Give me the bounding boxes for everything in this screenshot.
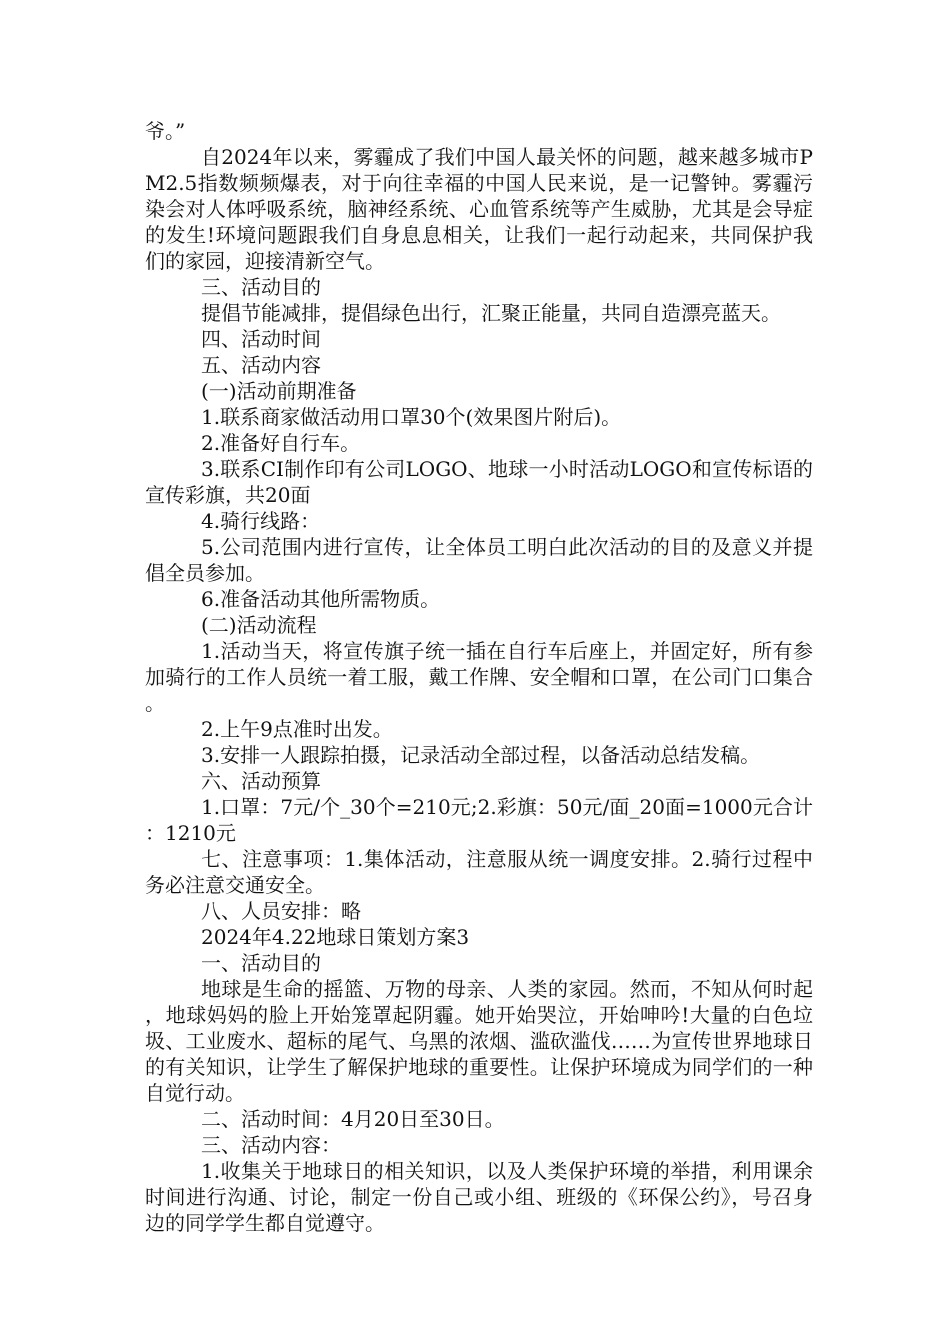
- list-item: 3.安排一人跟踪拍摄，记录活动全部过程，以备活动总结发稿。: [201, 743, 761, 767]
- paragraph-budget: 1.口罩：7元/个_30个=210元;2.彩旗：50元/面_20面=1000元合计：1210元: [145, 795, 813, 845]
- list-item: 1.联系商家做活动用口罩30个(效果图片附后)。: [201, 405, 622, 429]
- paragraph-activity-purpose: 提倡节能减排，提倡绿色出行，汇聚正能量，共同自造漂亮蓝天。: [201, 301, 781, 325]
- heading-activity-time: 四、活动时间: [201, 327, 321, 351]
- heading-budget: 六、活动预算: [201, 769, 321, 793]
- heading-activity-content: 五、活动内容: [201, 353, 321, 377]
- list-item: 5.公司范围内进行宣传，让全体员工明白此次活动的目的及意义并提倡全员参加。: [145, 535, 813, 585]
- list-item: 1.活动当天，将宣传旗子统一插在自行车后座上，并固定好，所有参加骑行的工作人员统一着工服，戴工作牌、安全帽和口罩，在公司门口集合。: [145, 639, 813, 715]
- list-item: 6.准备活动其他所需物质。: [201, 587, 441, 611]
- heading-activity-purpose-2: 一、活动目的: [201, 951, 321, 975]
- list-item: 2.准备好自行车。: [201, 431, 361, 455]
- paragraph-earth-intro: 地球是生命的摇篮、万物的母亲、人类的家园。然而，不知从何时起，地球妈妈的脸上开始笼罩起阴霾。她开始哭泣，开始呻吟!大量的白色垃圾、工业废水、超标的尾气、乌黑的浓烟、滥砍滥伐……为宣传世界地球日的有关知识，让学生了解保护地球的重要性。让保护环境成为同学们的一种自觉行动。: [145, 977, 813, 1105]
- list-item: 1.收集关于地球日的相关知识，以及人类保护环境的举措，利用课余时间进行沟通、讨论，制定一份自己或小组、班级的《环保公约》，号召身边的同学学生都自觉遵守。: [145, 1159, 813, 1235]
- section-title-plan-3: 2024年4.22地球日策划方案3: [201, 925, 470, 949]
- heading-activity-content-2: 三、活动内容：: [201, 1133, 341, 1157]
- paragraph-staffing: 八、人员安排：略: [201, 899, 361, 923]
- subheading-process: (二)活动流程: [201, 613, 317, 637]
- paragraph-continuation: 爷。”: [145, 119, 186, 143]
- heading-activity-time-2: 二、活动时间：4月20日至30日。: [201, 1107, 505, 1131]
- paragraph-precautions: 七、注意事项：1.集体活动，注意服从统一调度安排。2.骑行过程中务必注意交通安全。: [145, 847, 813, 897]
- document-body: [145, 118, 813, 1236]
- subheading-preparation: (一)活动前期准备: [201, 379, 357, 403]
- list-item: 3.联系CI制作印有公司LOGO、地球一小时活动LOGO和宣传标语的宣传彩旗，共20面: [145, 457, 813, 507]
- list-item: 4.骑行线路：: [201, 509, 321, 533]
- list-item: 2.上午9点准时出发。: [201, 717, 393, 741]
- heading-activity-purpose: 三、活动目的: [201, 275, 321, 299]
- paragraph-smog-intro: 自2024年以来，雾霾成了我们中国人最关怀的问题，越来越多城市PM2.5指数频频爆表，对于向往幸福的中国人民来说，是一记警钟。雾霾污染会对人体呼吸系统，脑神经系统、心血管系统等产生威胁，尤其是会导症的发生!环境问题跟我们自身息息相关，让我们一起行动起来，共同保护我们的家园，迎接清新空气。: [145, 145, 813, 273]
